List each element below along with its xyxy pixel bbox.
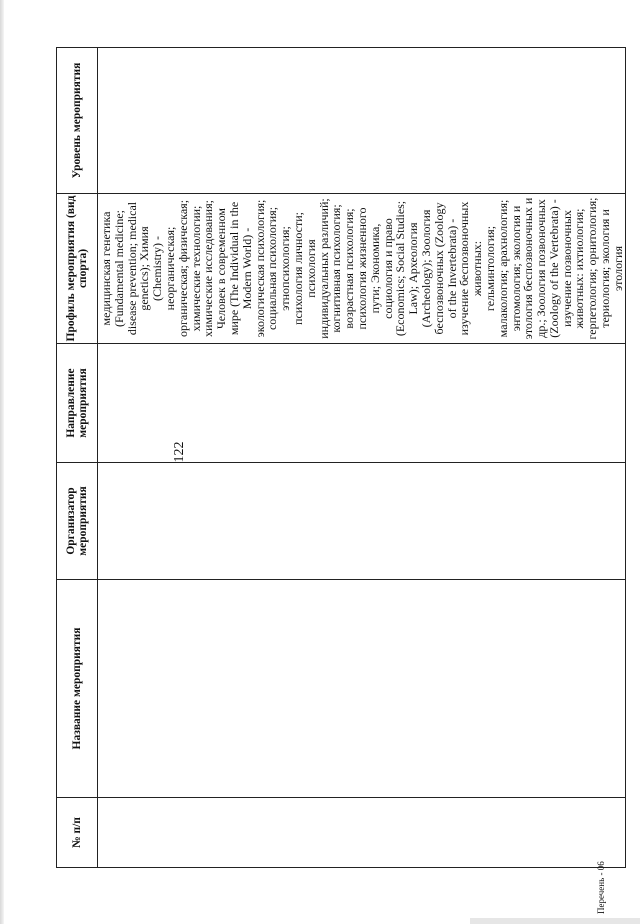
header-profile: Профиль мероприятия (вид спорта): [57, 194, 98, 344]
profile-text: медицинская генетика (Fundamental medicine; disease prevention; medical genetics); Химия (Chemistry) - неорганическая; органическая; физическая; химические технологии; химические исследования; Человек в современном мире (The Individual in the Modern World) - экологическая психология; социальная психология; этнопсихология; психология личности; психология индивидуальных различий; когнитивная психология; возрастная психология; психология жизненного пути; Экономика, социология и право (Economics; Social Studies; Law); Археология (Archeology); Зоология беспозвоночных (Zoology of the Invertebrata) - изучение беспозвоночных животных: гельминтология; малакология; арахнология; энтомология; экология и этология беспозвоночных и др.; Зоология позвоночных (Zoology of the Vertebrata) - изучение позвоночных животных: ихтиология; герпетология; орнитология; териология; экология и этология: [99, 197, 625, 340]
cell-level: [98, 48, 626, 194]
footer-note: Перечень - 06: [596, 861, 606, 914]
cell-profile: [98, 194, 626, 344]
header-num: № п/п: [57, 798, 98, 868]
cell-name: [98, 580, 626, 798]
table-header-row: [57, 48, 98, 868]
table-row: [98, 48, 626, 868]
cell-organizer: [98, 463, 626, 580]
header-level: Уровень мероприятия: [57, 48, 98, 194]
cell-num: [98, 798, 626, 868]
header-direction: Направление мероприятия: [57, 344, 98, 463]
header-name: Название мероприятия: [57, 580, 98, 798]
events-table: [56, 47, 626, 868]
cell-direction: [98, 344, 626, 463]
header-organizer: Организатор мероприятия: [57, 463, 98, 580]
page-number: 122: [172, 441, 187, 463]
